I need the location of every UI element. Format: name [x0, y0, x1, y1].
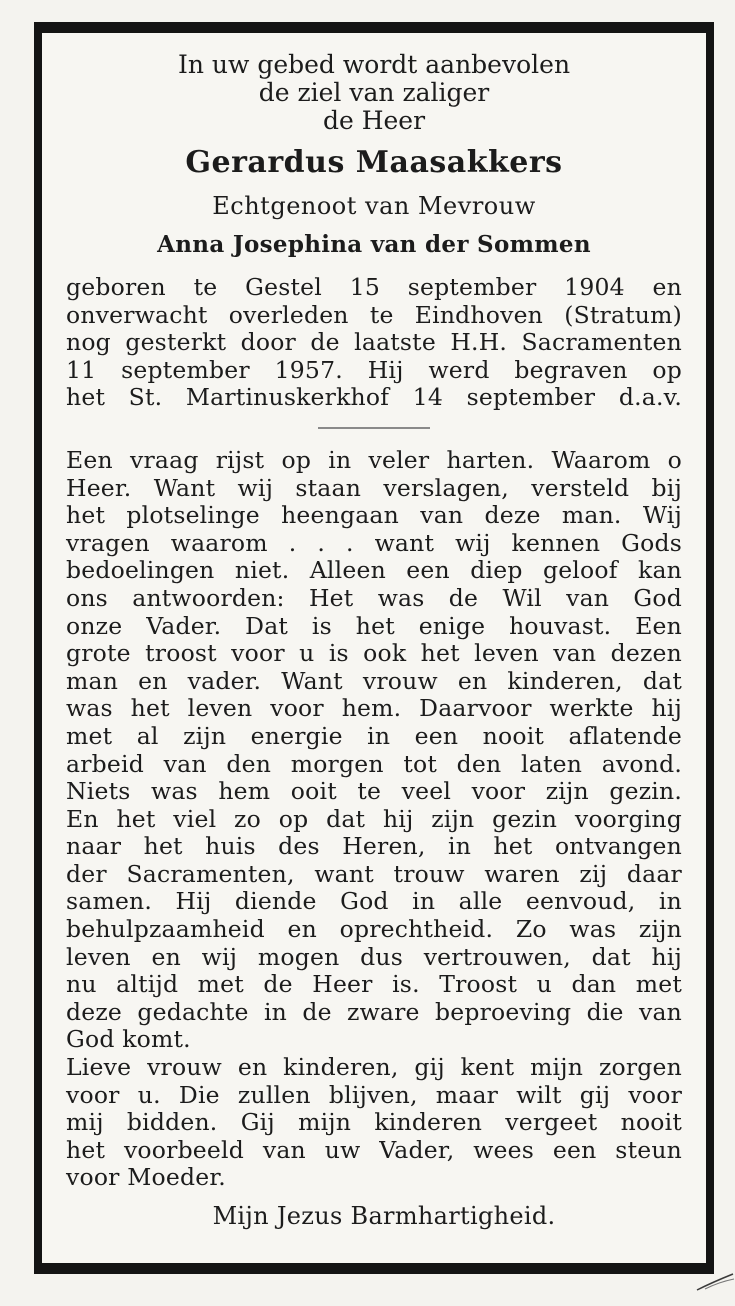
bio-line: nog gesterkt door de laatste H.H. Sacramenten: [66, 328, 682, 357]
reflection-line: onze Vader. Dat is het enige houvast. Een: [66, 611, 682, 640]
reflection-line: arbeid van den morgen tot den laten avond.: [66, 749, 682, 778]
deceased-name: Gerardus Maasakkers: [185, 145, 563, 180]
farewell-line: Lieve vrouw en kinderen, gij kent mijn zorgen: [66, 1053, 682, 1082]
reflection-line: man en vader. Want vrouw en kinderen, dat: [66, 666, 682, 695]
spouse-name: Anna Josephina van der Sommen: [157, 231, 591, 258]
bio-line: het St. Martinuskerkhof 14 september d.a.v.: [66, 383, 682, 412]
reflection-line: was het leven voor hem. Daarvoor werkte hij: [66, 694, 682, 723]
intro-line: In uw gebed wordt aanbevolen: [177, 50, 571, 79]
reflection-line: met al zijn energie in een nooit aflatende: [66, 721, 682, 750]
reflection-line: bedoelingen niet. Alleen een diep geloof kan: [66, 556, 682, 585]
intro-line: de Heer: [322, 106, 426, 135]
reflection-line: En het viel zo op dat hij zijn gezin voorging: [66, 804, 682, 833]
farewell-line: mij bidden. Gij mijn kinderen vergeet nooit: [66, 1108, 682, 1137]
reflection-line: Een vraag rijst op in veler harten. Waarom o: [66, 445, 682, 474]
bio-line: 11 september 1957. Hij werd begraven op: [66, 355, 682, 384]
farewell-line: voor Moeder.: [66, 1163, 226, 1192]
reflection-line: God komt.: [66, 1025, 191, 1054]
section-divider: [318, 427, 430, 429]
reflection-paragraph: [66, 447, 682, 1054]
reflection-line: nu altijd met de Heer is. Troost u dan met: [66, 970, 682, 999]
bio-paragraph: [66, 274, 682, 412]
spouse-label: Echtgenoot van Mevrouw: [212, 192, 536, 220]
memorial-card: [34, 22, 714, 1274]
farewell-paragraph: [66, 1054, 682, 1192]
reflection-line: Niets was hem ooit te veel voor zijn gezin.: [66, 777, 682, 806]
reflection-line: het plotselinge heengaan van deze man. Wij: [66, 501, 682, 530]
reflection-line: vragen waarom . . . want wij kennen Gods: [66, 528, 682, 557]
reflection-line: naar het huis des Heren, in het ontvangen: [66, 832, 682, 861]
bio-line: geboren te Gestel 15 september 1904 en: [66, 273, 682, 301]
reflection-line: ons antwoorden: Het was de Wil van God: [66, 583, 682, 612]
intro-block: [66, 51, 682, 135]
reflection-line: samen. Hij diende God in alle eenvoud, in: [66, 887, 682, 916]
reflection-line: leven en wij mogen dus vertrouwen, dat hij: [66, 942, 682, 971]
bio-line: onverwacht overleden te Eindhoven (Stratum): [66, 300, 682, 329]
intro-line: de ziel van zaliger: [258, 78, 490, 107]
reflection-line: der Sacramenten, want trouw waren zij daar: [66, 859, 682, 888]
reflection-line: deze gedachte in de zware beproeving die van: [66, 997, 682, 1026]
reflection-line: Heer. Want wij staan verslagen, versteld bij: [66, 473, 682, 502]
paper-scratch-mark: [695, 1270, 735, 1292]
closing-prayer: Mijn Jezus Barmhartigheid.: [212, 1202, 556, 1230]
card-content: [66, 33, 682, 1263]
farewell-line: voor u. Die zullen blijven, maar wilt gij voor: [66, 1080, 682, 1109]
reflection-line: behulpzaamheid en oprechtheid. Zo was zijn: [66, 915, 682, 944]
farewell-line: het voorbeeld van uw Vader, wees een steun: [66, 1135, 682, 1164]
reflection-line: grote troost voor u is ook het leven van dezen: [66, 639, 682, 668]
